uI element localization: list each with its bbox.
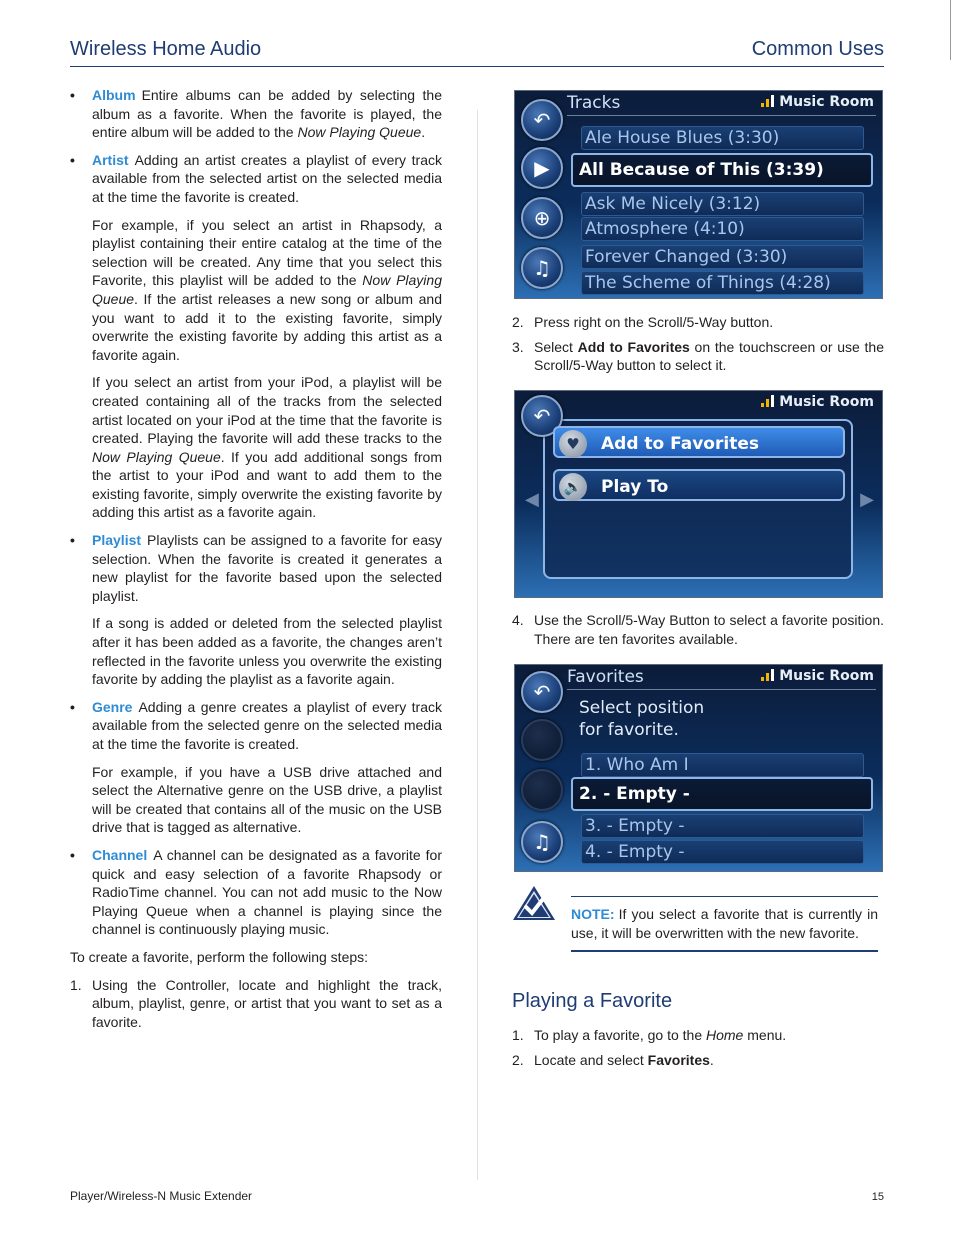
play-step-1: 1. To play a favorite, go to the Home menu. — [512, 1027, 787, 1043]
room-label: Music Room — [761, 668, 874, 684]
section-steps — [512, 1026, 884, 1075]
left-column — [70, 86, 442, 1037]
position-row[interactable]: 1. Who Am I — [581, 753, 864, 777]
note-text: If you select a favorite that is currently in use, it will be overwritten with the new favorite. — [571, 906, 878, 941]
playlist-paragraph: If a song is added or deleted from the selected playlist after it has been added as a favorite, the changes aren’t reflected in the favorite unless you overwrite the existing favorite by adding the playlist as a favorite again. — [92, 615, 442, 688]
column-divider — [477, 110, 478, 1180]
right-arrow-icon[interactable]: ▶ — [860, 489, 874, 510]
left-arrow-icon[interactable]: ◀ — [525, 489, 539, 510]
signal-icon — [761, 669, 775, 681]
play-icon[interactable]: ▶ — [521, 147, 563, 189]
step-3: 3. Select Add to Favorites on the touchscreen or use the Scroll/5-Way button to select it. — [512, 338, 884, 374]
track-row[interactable]: The Scheme of Things (4:28) — [581, 271, 864, 295]
page-number: 15 — [871, 1191, 884, 1203]
speaker-icon: 🔊 — [559, 473, 587, 501]
empty-slot-icon — [521, 719, 563, 761]
heart-icon: ♥ — [559, 430, 587, 458]
add-to-favorites-button[interactable]: ♥ Add to Favorites — [553, 426, 845, 458]
prompt-line-1: Select position — [579, 698, 705, 718]
bullet-playlist: • Playlist Playlists can be assigned to a favorite for easy selection. When the favorite is created it generates a new playlist for the favorite based upon the selected playlist. — [70, 532, 442, 604]
track-row[interactable]: Ask Me Nicely (3:12) — [581, 192, 864, 216]
section-title: Playing a Favorite — [512, 990, 673, 1012]
music-note-icon[interactable]: ♫ — [521, 247, 563, 289]
empty-slot-icon — [521, 769, 563, 811]
bullet-album: • Album Entire albums can be added by selecting the album as a favorite. When the favorite is played, the entire album will be added to the Now Playing Queue. — [70, 87, 442, 141]
bullet-artist: • Artist Adding an artist creates a playlist of every track available from the selected artist on the selected media at the time the favorite is created. — [70, 151, 442, 205]
back-icon[interactable]: ↶ — [521, 671, 563, 713]
back-icon[interactable]: ↶ — [521, 99, 563, 141]
screenshot-add-to-favorites — [514, 390, 883, 598]
step-4: 4. Use the Scroll/5-Way Button to select a favorite position. There are ten favorites available. — [512, 612, 884, 647]
term-playlist: Playlist — [92, 532, 142, 549]
note-box — [571, 896, 878, 952]
step-2: 2. Press right on the Scroll/5-Way button. — [512, 314, 774, 330]
track-row[interactable]: Atmosphere (4:10) — [581, 217, 864, 241]
back-icon[interactable]: ↶ — [521, 395, 563, 437]
header-section: Common Uses — [751, 38, 884, 60]
room-label: Music Room — [761, 394, 874, 410]
track-row-selected[interactable]: All Because of This (3:39) — [571, 153, 873, 187]
step-1: 1. Using the Controller, locate and highlight the track, album, playlist, genre, or artist that you want to set as a favorite. — [70, 976, 442, 1030]
term-album: Album — [92, 87, 136, 103]
bullet-genre: • Genre Adding a genre creates a playlist of every track available from the selected genre on the selected media at the time the favorite is created. — [70, 698, 442, 752]
play-step-2: 2. Locate and select Favorites. — [512, 1051, 714, 1068]
artist-paragraph-ipod: If you select an artist from your iPod, a playlist will be created containing all of the tracks from the selected artist located on your iPod at the time that the favorite is created. Playing the favorite will add these tracks to the Now Playing Queue. If you add additional songs from the artist to your iPod and want to add them to the existing favorite, simply overwrite the existing favorite by adding this artist as a favorite again. — [92, 374, 442, 521]
position-row[interactable]: 3. - Empty - — [581, 814, 864, 838]
genre-paragraph: For example, if you have a USB drive attached and select the Alternative genre on the USB drive, a playlist will be created that contains all of the music on the USB drive that is tagged as alternative. — [92, 763, 442, 836]
page-edge-rule — [950, 0, 951, 60]
header-rule — [70, 66, 884, 67]
play-to-button[interactable]: 🔊 Play To — [553, 469, 845, 501]
track-row[interactable]: Forever Changed (3:30) — [581, 245, 864, 269]
right-steps-2-3 — [512, 313, 884, 381]
signal-icon — [761, 395, 775, 407]
term-channel: Channel — [92, 846, 148, 863]
track-row[interactable]: Ale House Blues (3:30) — [581, 126, 864, 150]
right-step-4 — [512, 611, 884, 654]
note-check-icon — [512, 885, 556, 921]
screen-title: Tracks — [567, 93, 621, 113]
signal-icon — [761, 95, 775, 107]
screenshot-favorites — [514, 664, 883, 872]
artist-paragraph-rhapsody: For example, if you select an artist in Rhapsody, a playlist containing their entire catalog at the time of the selection will be created. Any time that you select this Favorite, this playlist will be added to the Now Playing Queue. If the artist releases a new song or album and you want to add it to the existing favorite, simply overwrite the existing favorite by adding this artist as a favorite again. — [92, 216, 442, 363]
screen-title: Favorites — [567, 667, 644, 687]
position-row[interactable]: 4. - Empty - — [581, 840, 864, 864]
header-title: Wireless Home Audio — [70, 38, 262, 60]
bullet-channel: • Channel A channel can be designated as a favorite for quick and easy selection of a favorite Rhapsody or RadioTime channel. You can not add music to the Now Playing Queue when a channel is playing since the channel is continuously playing music. — [70, 846, 442, 938]
steps-intro: To create a favorite, perform the following steps: — [70, 948, 369, 965]
room-label: Music Room — [761, 94, 874, 110]
add-favorite-icon[interactable]: ⊕ — [521, 197, 563, 239]
footer-product: Player/Wireless-N Music Extender — [70, 1189, 253, 1203]
note-label: NOTE: — [571, 906, 615, 922]
music-note-icon[interactable]: ♫ — [521, 821, 563, 863]
screenshot-tracks — [514, 90, 883, 299]
term-genre: Genre — [92, 698, 133, 715]
term-artist: Artist — [92, 151, 129, 168]
prompt-line-2: for favorite. — [579, 720, 679, 740]
position-row-selected[interactable]: 2. - Empty - — [571, 777, 873, 811]
